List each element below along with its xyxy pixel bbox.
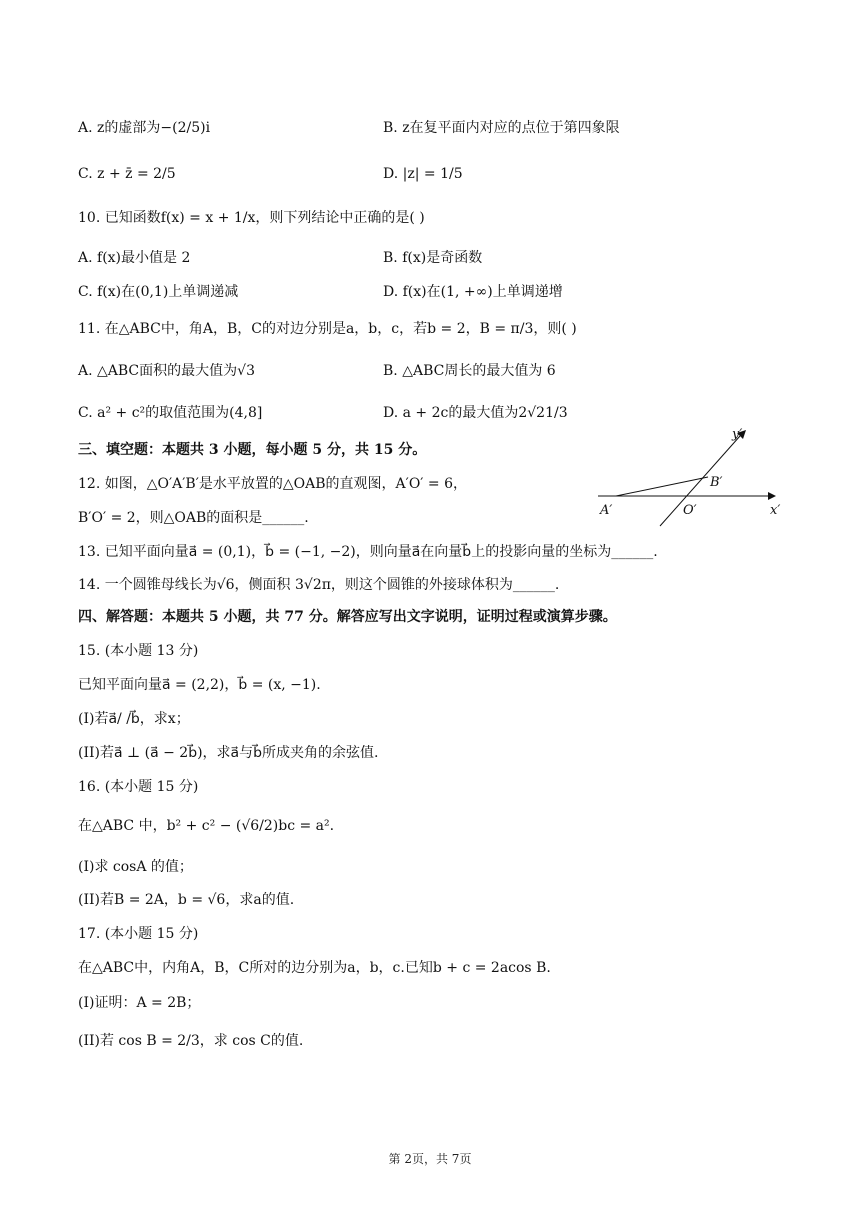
- q12-line1: 12. 如图，△O′A′B′是水平放置的△OAB的直观图，A′O′ = 6，: [78, 476, 468, 492]
- q13: 13. 已知平面向量a⃗ = (0,1)，b⃗ = (−1, −2)，则向量a⃗在向量b⃗上的投影向量的坐标为______.: [78, 544, 658, 560]
- section-title-answer: 四、解答题：本题共 5 小题，共 77 分。解答应写出文字说明，证明过程或演算步骤。: [78, 609, 617, 625]
- q9-option-b: B. z在复平面内对应的点位于第四象限: [383, 120, 620, 136]
- label-b: B′: [710, 475, 723, 490]
- q10-option-d: D. f(x)在(1, +∞)上单调递增: [383, 284, 563, 300]
- segment-a-b: [616, 477, 708, 496]
- q17-part2: (II)若 cos B = 2/3，求 cos C的值.: [78, 1033, 304, 1049]
- q16-head: 16. (本小题 15 分): [78, 779, 199, 795]
- label-x: x′: [770, 503, 781, 518]
- q9-option-c: C. z + z̄ = 2/5: [78, 166, 176, 182]
- q10-option-a: A. f(x)最小值是 2: [78, 250, 191, 266]
- q17-part1: (I)证明：A = 2B；: [78, 995, 201, 1011]
- q9-option-d: D. |z| = 1/5: [383, 166, 463, 182]
- q15-part2: (II)若a⃗ ⊥ (a⃗ − 2b⃗)，求a⃗与b⃗所成夹角的余弦值.: [78, 745, 379, 761]
- label-a: A′: [600, 503, 613, 518]
- q11-stem: 11. 在△ABC中，角A，B，C的对边分别是a，b，c，若b = 2，B = π/3，则( ): [78, 321, 577, 337]
- label-y: y′: [732, 427, 743, 442]
- q16-part1: (I)求 cosA 的值；: [78, 859, 193, 875]
- q11-option-b: B. △ABC周长的最大值为 6: [383, 363, 556, 379]
- q14: 14. 一个圆锥母线长为√6，侧面积 3√2π，则这个圆锥的外接球体积为______.: [78, 577, 560, 593]
- x-axis-arrow: [768, 492, 776, 500]
- q15-stem: 已知平面向量a⃗ = (2,2)，b⃗ = (x, −1).: [78, 677, 321, 693]
- q9-option-a: A. z的虚部为−(2/5)i: [78, 120, 211, 136]
- q15-part1: (I)若a⃗/ /b⃗，求x；: [78, 711, 190, 727]
- q17-stem: 在△ABC中，内角A，B，C所对的边分别为a，b，c.已知b + c = 2acos B.: [78, 960, 551, 976]
- q10-option-c: C. f(x)在(0,1)上单调递减: [78, 284, 239, 300]
- section-title-fill-in: 三、填空题：本题共 3 小题，每小题 5 分，共 15 分。: [78, 442, 427, 458]
- q11-option-c: C. a² + c²的取值范围为(4,8]: [78, 405, 263, 421]
- q12-figure: [590, 422, 790, 530]
- page-footer: 第 2页，共 7页: [388, 1152, 472, 1166]
- q11-option-a: A. △ABC面积的最大值为√3: [78, 363, 255, 379]
- y-axis: [660, 436, 740, 526]
- q10-stem: 10. 已知函数f(x) = x + 1/x，则下列结论中正确的是( ): [78, 210, 425, 226]
- q10-option-b: B. f(x)是奇函数: [383, 250, 483, 266]
- q16-stem: 在△ABC 中，b² + c² − (√6/2)bc = a².: [78, 818, 335, 834]
- label-o: O′: [683, 503, 697, 518]
- q16-part2: (II)若B = 2A，b = √6，求a的值.: [78, 892, 295, 908]
- q11-option-d: D. a + 2c的最大值为2√21/3: [383, 405, 568, 421]
- q12-line2: B′O′ = 2，则△OAB的面积是______.: [78, 510, 309, 526]
- q15-head: 15. (本小题 13 分): [78, 643, 199, 659]
- q17-head: 17. (本小题 15 分): [78, 926, 199, 942]
